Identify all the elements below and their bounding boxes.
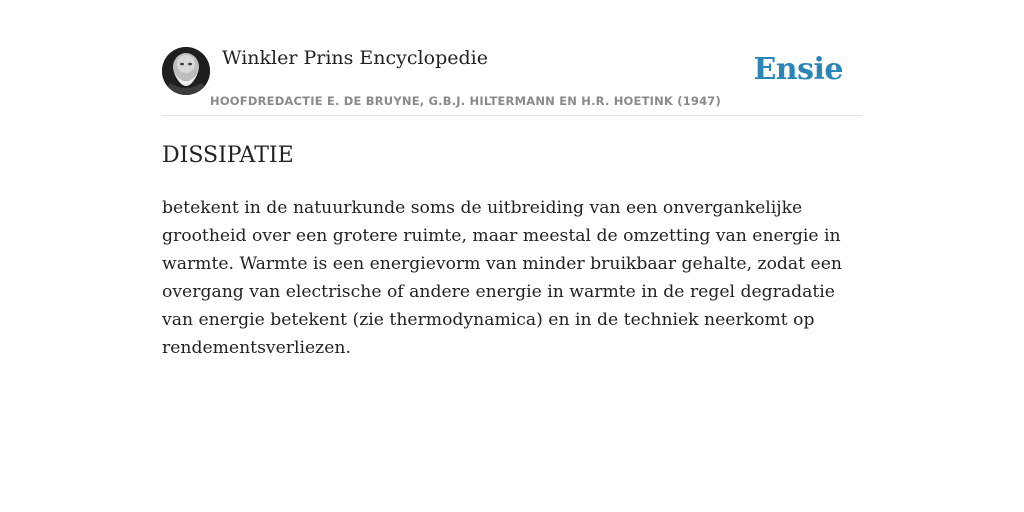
page — [162, 0, 862, 362]
entry-body: betekent in de natuurkunde soms de uitbreiding van een onvergankelijke grootheid over een grotere ruimte, maar meestal de omzetting van energie in warmte. Warmte is een energievorm van minder bruikbaar gehalte, zodat een overgang van electrische of andere energie in warmte in de regel degradatie van energie betekent (zie thermodynamica) en in de techniek neerkomt op rendementsverliezen. — [162, 198, 842, 358]
portrait-icon[interactable] — [162, 47, 210, 95]
site-title-link[interactable]: Winkler Prins Encyclopedie — [222, 47, 488, 69]
ensie-logo-link[interactable]: Ensie — [753, 52, 843, 87]
editors-subtitle: HOOFDREDACTIE E. DE BRUYNE, G.B.J. HILTERMANN EN H.R. HOETINK (1947) — [210, 94, 721, 108]
header — [162, 46, 862, 116]
entry-title: DISSIPATIE — [162, 143, 294, 168]
